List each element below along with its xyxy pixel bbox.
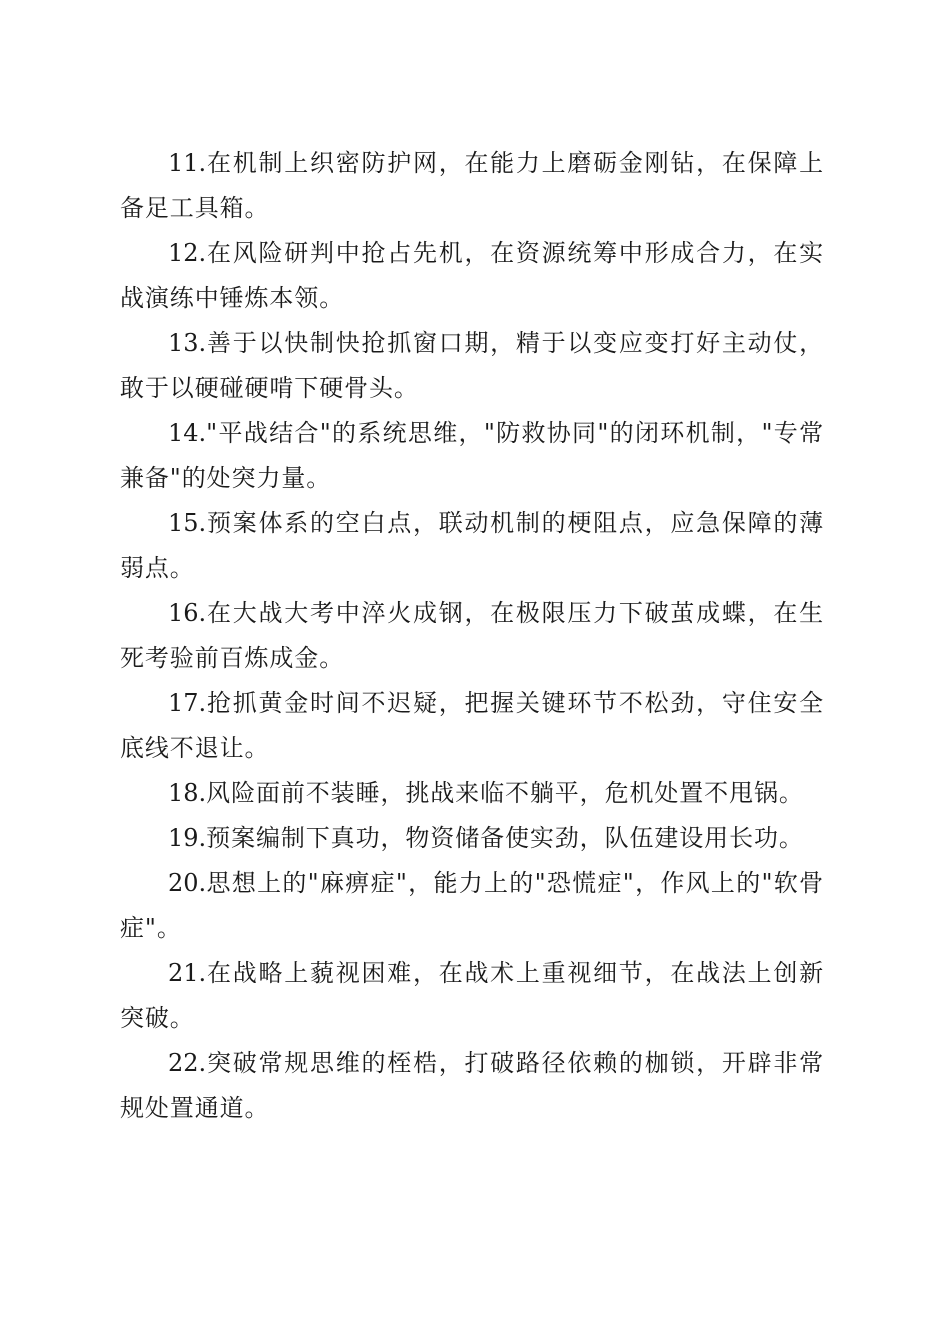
item-number: 20. [168, 869, 207, 897]
list-item [120, 816, 824, 861]
list-item [120, 411, 824, 501]
item-text: 预案体系的空白点，联动机制的梗阻点，应急保障的薄弱点。 [120, 509, 824, 582]
list-item [120, 951, 824, 1041]
item-number: 19. [168, 824, 207, 852]
item-number: 14. [168, 419, 207, 447]
item-number: 11. [168, 149, 207, 177]
document-body [120, 141, 824, 1131]
list-item [120, 861, 824, 951]
item-text: 在机制上织密防护网，在能力上磨砺金刚钻，在保障上备足工具箱。 [120, 149, 824, 222]
item-text: 风险面前不装睡，挑战来临不躺平，危机处置不甩锅。 [206, 779, 804, 807]
list-item [120, 141, 824, 231]
item-text: 在风险研判中抢占先机，在资源统筹中形成合力，在实战演练中锤炼本领。 [120, 239, 824, 312]
list-item [120, 771, 824, 816]
list-item [120, 1041, 824, 1131]
item-text: 突破常规思维的桎梏，打破路径依赖的枷锁，开辟非常规处置通道。 [120, 1049, 824, 1122]
item-number: 13. [168, 329, 207, 357]
item-text: 思想上的"麻痹症"，能力上的"恐慌症"，作风上的"软骨症"。 [120, 869, 824, 942]
item-number: 21. [168, 959, 207, 987]
item-text: 在战略上藐视困难，在战术上重视细节，在战法上创新突破。 [120, 959, 824, 1032]
list-item [120, 591, 824, 681]
item-text: 抢抓黄金时间不迟疑，把握关键环节不松劲，守住安全底线不退让。 [120, 689, 824, 762]
item-number: 16. [168, 599, 207, 627]
item-number: 22. [168, 1049, 207, 1077]
item-text: "平战结合"的系统思维，"防救协同"的闭环机制，"专常兼备"的处突力量。 [120, 419, 824, 492]
item-number: 18. [168, 779, 207, 807]
item-number: 15. [168, 509, 207, 537]
item-number: 17. [168, 689, 207, 717]
item-number: 12. [168, 239, 207, 267]
item-text: 在大战大考中淬火成钢，在极限压力下破茧成蝶，在生死考验前百炼成金。 [120, 599, 824, 672]
list-item [120, 321, 824, 411]
list-item [120, 681, 824, 771]
list-item [120, 231, 824, 321]
list-item [120, 501, 824, 591]
item-text: 善于以快制快抢抓窗口期，精于以变应变打好主动仗，敢于以硬碰硬啃下硬骨头。 [120, 329, 824, 402]
item-text: 预案编制下真功，物资储备使实劲，队伍建设用长功。 [206, 824, 804, 852]
